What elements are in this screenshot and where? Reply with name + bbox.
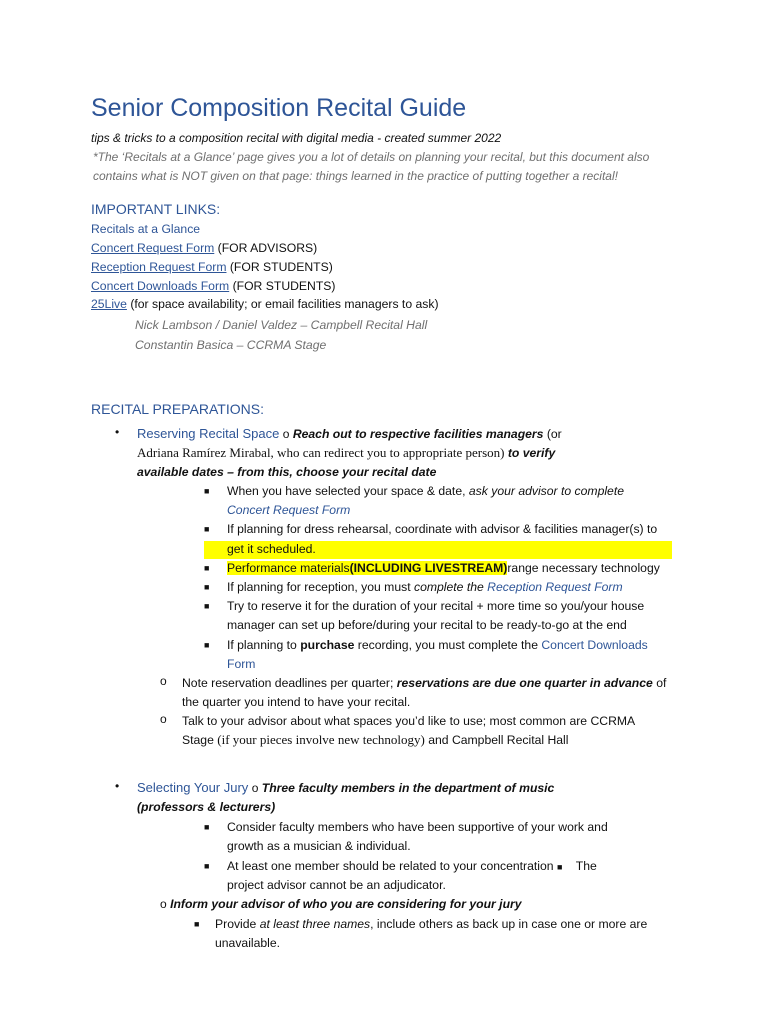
jury-line-1: Selecting Your Jury o Three faculty members in the department of music bbox=[137, 780, 555, 795]
concert-request-form-link[interactable]: Concert Request Form bbox=[91, 241, 215, 255]
jury-sub-1a: Consider faculty members who have been supportive of your work and bbox=[227, 820, 608, 834]
square-bullet-icon: ■ bbox=[194, 919, 200, 929]
square-bullet-icon: ■ bbox=[204, 601, 210, 611]
reserving-instruction: Reach out to respective facilities managers bbox=[292, 427, 544, 441]
circle-bullet-icon: o bbox=[160, 712, 167, 726]
links-row-recitals bbox=[91, 220, 200, 238]
square-bullet-icon: ■ bbox=[204, 822, 210, 832]
bullet-icon: • bbox=[115, 425, 120, 439]
page-title: Senior Composition Recital Guide bbox=[91, 94, 467, 122]
25live-link[interactable]: 25Live bbox=[91, 297, 127, 311]
sub-item-performance-materials: Performance materials(INCLUDING LIVESTREAM)range necessary technology bbox=[227, 561, 660, 575]
links-row-concert-request bbox=[91, 239, 317, 257]
contact-ccrma: Constantin Basica – CCRMA Stage bbox=[135, 338, 327, 352]
concert-downloads-inline-link[interactable]: Concert Downloads bbox=[541, 638, 648, 652]
links-row-25live bbox=[91, 295, 439, 313]
talk-advisor-1: Talk to your advisor about what spaces you’d like to use; most common are CCRMA bbox=[182, 714, 636, 728]
reserving-line-1: Reserving Recital Space o Reach out to respective facilities managers (or bbox=[137, 426, 562, 441]
links-heading: IMPORTANT LINKS: bbox=[91, 201, 221, 217]
sub-item-dress-rehearsal-2: get it scheduled. bbox=[227, 542, 316, 556]
jury-provide-names-1: Provide at least three names, include others as back up in case one or more are bbox=[215, 917, 648, 931]
square-bullet-icon: ■ bbox=[204, 582, 210, 592]
jury-sub-1b: growth as a musician & individual. bbox=[227, 839, 411, 853]
concert-request-form-inline-link[interactable]: Concert Request Form bbox=[227, 503, 351, 517]
concert-request-note: (FOR ADVISORS) bbox=[217, 241, 318, 255]
selecting-jury-label: Selecting Your Jury bbox=[137, 780, 249, 795]
square-bullet-icon: ■ bbox=[204, 861, 210, 871]
prep-heading: RECITAL PREPARATIONS: bbox=[91, 401, 264, 417]
circle-bullet-icon: o bbox=[160, 897, 167, 911]
square-bullet-icon: ■ bbox=[204, 524, 210, 534]
note-deadlines-2: the quarter you intend to have your recital. bbox=[182, 695, 411, 709]
subtitle: tips & tricks to a composition recital with digital media - created summer 2022 bbox=[91, 131, 502, 145]
links-row-reception-request bbox=[91, 258, 333, 276]
concert-downloads-inline-link-cont[interactable]: Form bbox=[227, 657, 256, 671]
bullet-icon: • bbox=[115, 779, 120, 793]
contact-campbell: Nick Lambson / Daniel Valdez – Campbell Recital Hall bbox=[135, 318, 428, 332]
jury-sub-2b: project advisor cannot be an adjudicator. bbox=[227, 878, 446, 892]
square-bullet-icon: ■ bbox=[204, 486, 210, 496]
circle-bullet-icon: o bbox=[251, 781, 259, 795]
reserving-line-2: Adriana Ramírez Mirabal, who can redirect you to appropriate person) to verify bbox=[137, 445, 556, 460]
intro-note-line-2: contains what is NOT given on that page: things learned in the practice of putting together a recital! bbox=[93, 169, 618, 183]
recitals-at-a-glance-link[interactable]: Recitals at a Glance bbox=[91, 222, 201, 236]
25live-note: (for space availability; or email facilities managers to ask) bbox=[130, 297, 439, 311]
jury-inform-advisor: o Inform your advisor of who you are considering for your jury bbox=[160, 897, 522, 911]
jury-sub-2a: At least one member should be related to your concentration ■ The bbox=[227, 859, 597, 873]
links-row-concert-downloads bbox=[91, 277, 336, 295]
jury-line-2: (professors & lecturers) bbox=[137, 800, 276, 814]
square-bullet-icon: ■ bbox=[204, 563, 210, 573]
reserving-space-label: Reserving Recital Space bbox=[137, 426, 280, 441]
sub-item-duration-2: manager can set up before/during your recital to be ready-to-go at the end bbox=[227, 618, 627, 632]
sub-item-concert-request: When you have selected your space & date, ask your advisor to complete bbox=[227, 484, 624, 498]
reception-request-form-inline-link[interactable]: Reception Request Form bbox=[487, 580, 623, 594]
sub-item-dress-rehearsal-1: If planning for dress rehearsal, coordinate with advisor & facilities manager(s) to bbox=[227, 522, 658, 536]
reception-request-form-link[interactable]: Reception Request Form bbox=[91, 260, 227, 274]
circle-bullet-icon: o bbox=[160, 674, 167, 688]
talk-advisor-2: Stage (if your pieces involve new technology) and Campbell Recital Hall bbox=[182, 732, 569, 747]
square-bullet-icon: ■ bbox=[556, 862, 563, 872]
jury-provide-names-2: unavailable. bbox=[215, 936, 281, 950]
sub-item-duration-1: Try to reserve it for the duration of your recital + more time so you/your house bbox=[227, 599, 645, 613]
sub-item-purchase-recording: If planning to purchase recording, you must complete the Concert Downloads bbox=[227, 638, 648, 652]
reception-request-note: (FOR STUDENTS) bbox=[229, 260, 333, 274]
concert-downloads-form-link[interactable]: Concert Downloads Form bbox=[91, 279, 230, 293]
concert-downloads-note: (FOR STUDENTS) bbox=[232, 279, 336, 293]
intro-note-line-1: *The ‘Recitals at a Glance’ page gives you a lot of details on planning your recital, but this document also bbox=[93, 150, 650, 164]
square-bullet-icon: ■ bbox=[204, 640, 210, 650]
sub-item-reception: If planning for reception, you must complete the Reception Request Form bbox=[227, 580, 623, 594]
note-deadlines-1: Note reservation deadlines per quarter; reservations are due one quarter in advance of bbox=[182, 676, 667, 690]
reserving-line-3: available dates – from this, choose your recital date bbox=[137, 465, 437, 479]
circle-bullet-icon: o bbox=[282, 427, 290, 441]
